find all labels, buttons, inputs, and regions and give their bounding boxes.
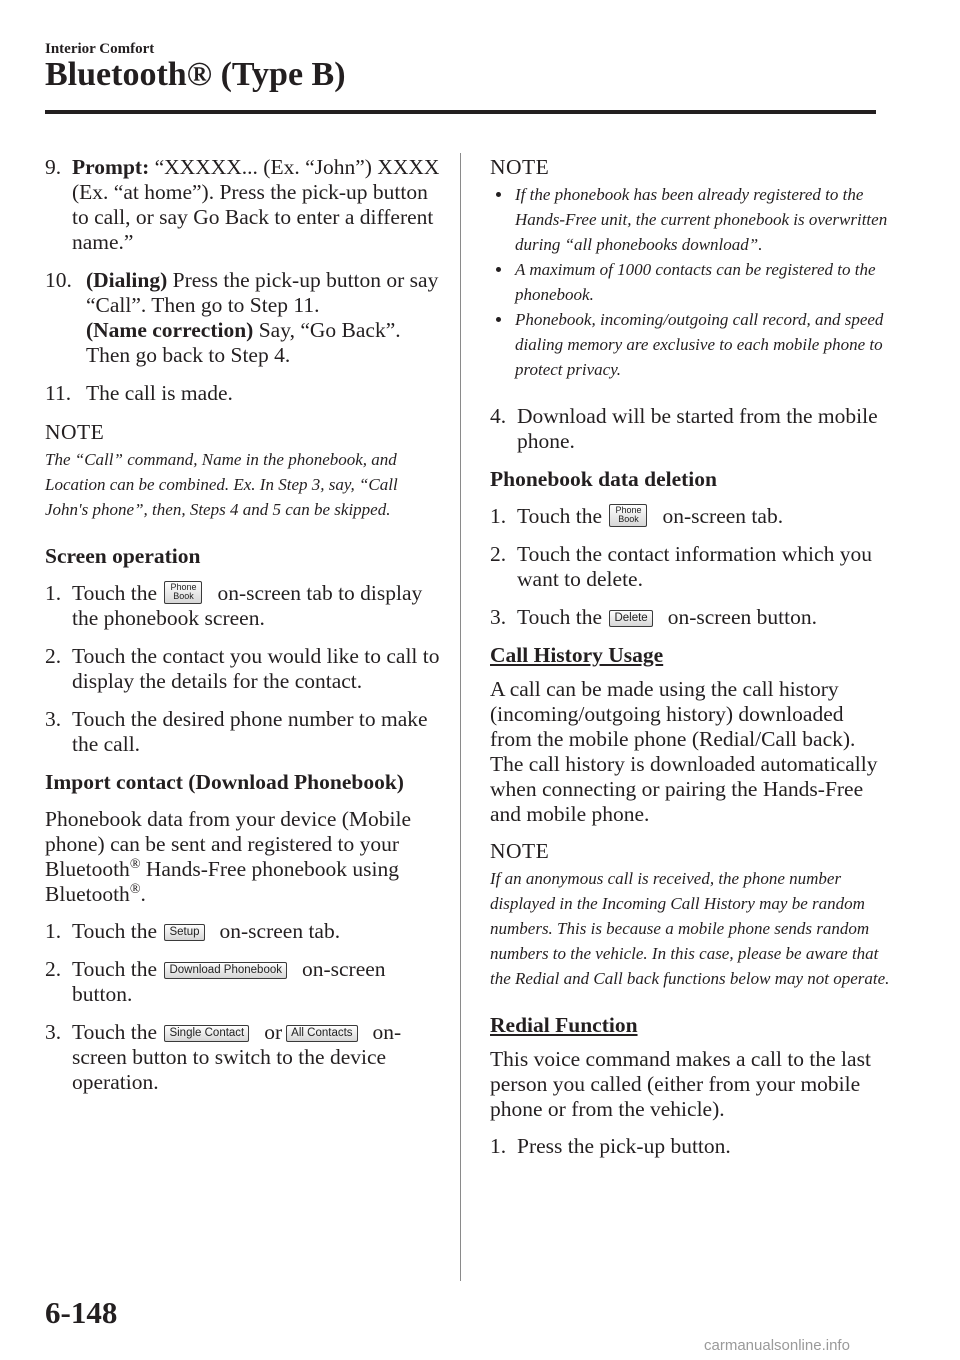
redial-function-heading: Redial Function: [490, 1013, 638, 1037]
import-step-1: [45, 919, 440, 944]
tab-label-line: Phone: [170, 582, 197, 592]
step-number: 2.: [490, 542, 507, 566]
bullet-icon: [496, 192, 501, 197]
tab-label-line: Book: [618, 514, 639, 524]
note-list: [490, 182, 890, 382]
right-column: [490, 155, 890, 1172]
paragraph-text: Hands-Free phonebook using Bluetooth: [45, 857, 400, 906]
prompt-label: Prompt:: [72, 155, 150, 179]
page-title: Bluetooth® (Type B): [45, 56, 346, 93]
note-heading: NOTE: [45, 420, 105, 444]
step-text: Download will be started from the mobile phone.: [517, 404, 878, 453]
step-number: 2.: [45, 644, 62, 668]
step-number: 1.: [45, 919, 62, 943]
note-item: [490, 307, 890, 382]
step-text: or: [264, 1020, 283, 1044]
step-number: 3.: [45, 707, 62, 731]
registered-mark: ®: [129, 856, 141, 872]
download-phonebook-button[interactable]: Download Phonebook: [164, 962, 287, 979]
step-number: 2.: [45, 957, 62, 981]
import-step-2: [45, 957, 440, 1007]
watermark[interactable]: carmanualsonline.info: [704, 1337, 850, 1354]
page-number: 6-148: [45, 1295, 118, 1330]
dialing-label: (Dialing): [86, 268, 168, 292]
screen-operation-heading: Screen operation: [45, 544, 201, 568]
step-10: [45, 268, 440, 368]
deletion-step-1: [490, 504, 890, 529]
screen-step-1: [45, 581, 440, 631]
note-heading: NOTE: [490, 155, 550, 179]
note-heading: NOTE: [490, 839, 550, 863]
step-number: 1.: [490, 1134, 507, 1158]
step-text: Touch the: [517, 504, 603, 528]
call-history-paragraph: A call can be made using the call history (incoming/outgoing history) downloaded from the mobile phone (Redial/Call back). The call history is downloaded automatically when connecting or pairing the Hands-Free and mobile phone.: [490, 677, 878, 826]
tab-label-line: Phone: [615, 505, 642, 515]
step-number: 10.: [45, 268, 72, 292]
step-number: 9.: [45, 155, 62, 179]
step-text: on-screen tab.: [219, 919, 341, 943]
phone-book-tab[interactable]: [609, 504, 647, 527]
step-text: on-screen button.: [667, 605, 817, 629]
step-text: on-screen tab to display the phonebook screen.: [72, 581, 423, 630]
step-number: 3.: [45, 1020, 62, 1044]
deletion-step-3: [490, 605, 890, 630]
step-9: [45, 155, 440, 255]
step-text: Touch the desired phone number to make the call.: [72, 707, 428, 756]
dialing-text: Press the pick-up button or say “Call”. Then go to Step 11.: [86, 268, 439, 317]
registered-mark: ®: [129, 881, 141, 897]
note-item-text: A maximum of 1000 contacts can be registered to the phonebook.: [515, 260, 876, 304]
paragraph-text: Phonebook data from your device (Mobile phone) can be sent and registered to your Bluetooth: [45, 807, 412, 881]
step-number: 11.: [45, 381, 72, 405]
step-text: Press the pick-up button.: [517, 1134, 731, 1158]
step-number: 3.: [490, 605, 507, 629]
redial-paragraph: This voice command makes a call to the last person you called (either from your mobile phone or from the vehicle).: [490, 1047, 871, 1121]
note-item: [490, 182, 890, 257]
call-history-heading: Call History Usage: [490, 643, 664, 667]
step-text: Touch the: [72, 919, 158, 943]
deletion-step-2: [490, 542, 890, 592]
step-11: [45, 381, 440, 406]
step-text: on-screen button to switch to the device operation.: [72, 1020, 402, 1094]
paragraph-text: .: [140, 882, 146, 906]
note-item-text: If the phonebook has been already registered to the Hands-Free unit, the current phonebook is overwritten during “all phonebooks download”.: [515, 185, 888, 254]
step-text: Touch the: [517, 605, 603, 629]
note-body: If an anonymous call is received, the phone number displayed in the Incoming Call History may be random numbers. This is because a mobile phone sends random numbers to the vehicle. In this case, please be aware that the Redial and Call back functions below may not operate.: [490, 869, 890, 988]
all-contacts-button[interactable]: All Contacts: [286, 1025, 357, 1042]
note-item: [490, 257, 890, 307]
bullet-icon: [496, 317, 501, 322]
step-text: The call is made.: [86, 381, 233, 405]
bullet-icon: [496, 267, 501, 272]
phonebook-deletion-heading: Phonebook data deletion: [490, 467, 717, 491]
download-step-4: [490, 404, 890, 454]
step-text: Touch the: [72, 1020, 158, 1044]
redial-step-1: [490, 1134, 890, 1159]
import-contact-heading: Import contact (Download Phonebook): [45, 770, 404, 794]
step-number: 1.: [45, 581, 62, 605]
tab-label-line: Book: [173, 591, 194, 601]
step-number: 1.: [490, 504, 507, 528]
section-label: Interior Comfort: [45, 41, 155, 57]
setup-tab[interactable]: Setup: [164, 924, 204, 941]
prompt-text: “XXXXX... (Ex. “John”) XXXX (Ex. “at home”). Press the pick-up button to call, or say Go Back to enter a different name.”: [72, 155, 440, 254]
screen-step-3: [45, 707, 440, 757]
delete-button[interactable]: Delete: [609, 610, 652, 627]
import-paragraph: [45, 807, 440, 907]
import-step-3: [45, 1020, 440, 1095]
column-divider: [460, 153, 461, 1281]
single-contact-button[interactable]: Single Contact: [164, 1025, 249, 1042]
step-text: on-screen button.: [72, 957, 386, 1006]
header-rule: [45, 110, 876, 114]
left-column: [45, 155, 440, 1108]
step-number: 4.: [490, 404, 507, 428]
note-item-text: Phonebook, incoming/outgoing call record, and speed dialing memory are exclusive to each mobile phone to protect privacy.: [515, 310, 884, 379]
screen-step-2: [45, 644, 440, 694]
step-text: Touch the contact information which you want to delete.: [517, 542, 872, 591]
step-text: on-screen tab.: [662, 504, 784, 528]
name-correction-text: Say, “Go Back”. Then go back to Step 4.: [86, 318, 401, 367]
phone-book-tab[interactable]: [164, 581, 202, 604]
step-text: Touch the contact you would like to call to display the details for the contact.: [72, 644, 440, 693]
note-body: The “Call” command, Name in the phonebook, and Location can be combined. Ex. In Step 3, say, “Call John's phone”, then, Steps 4 and 5 can be skipped.: [45, 450, 398, 519]
step-text: Touch the: [72, 957, 158, 981]
name-correction-label: (Name correction): [86, 318, 254, 342]
step-text: Touch the: [72, 581, 158, 605]
